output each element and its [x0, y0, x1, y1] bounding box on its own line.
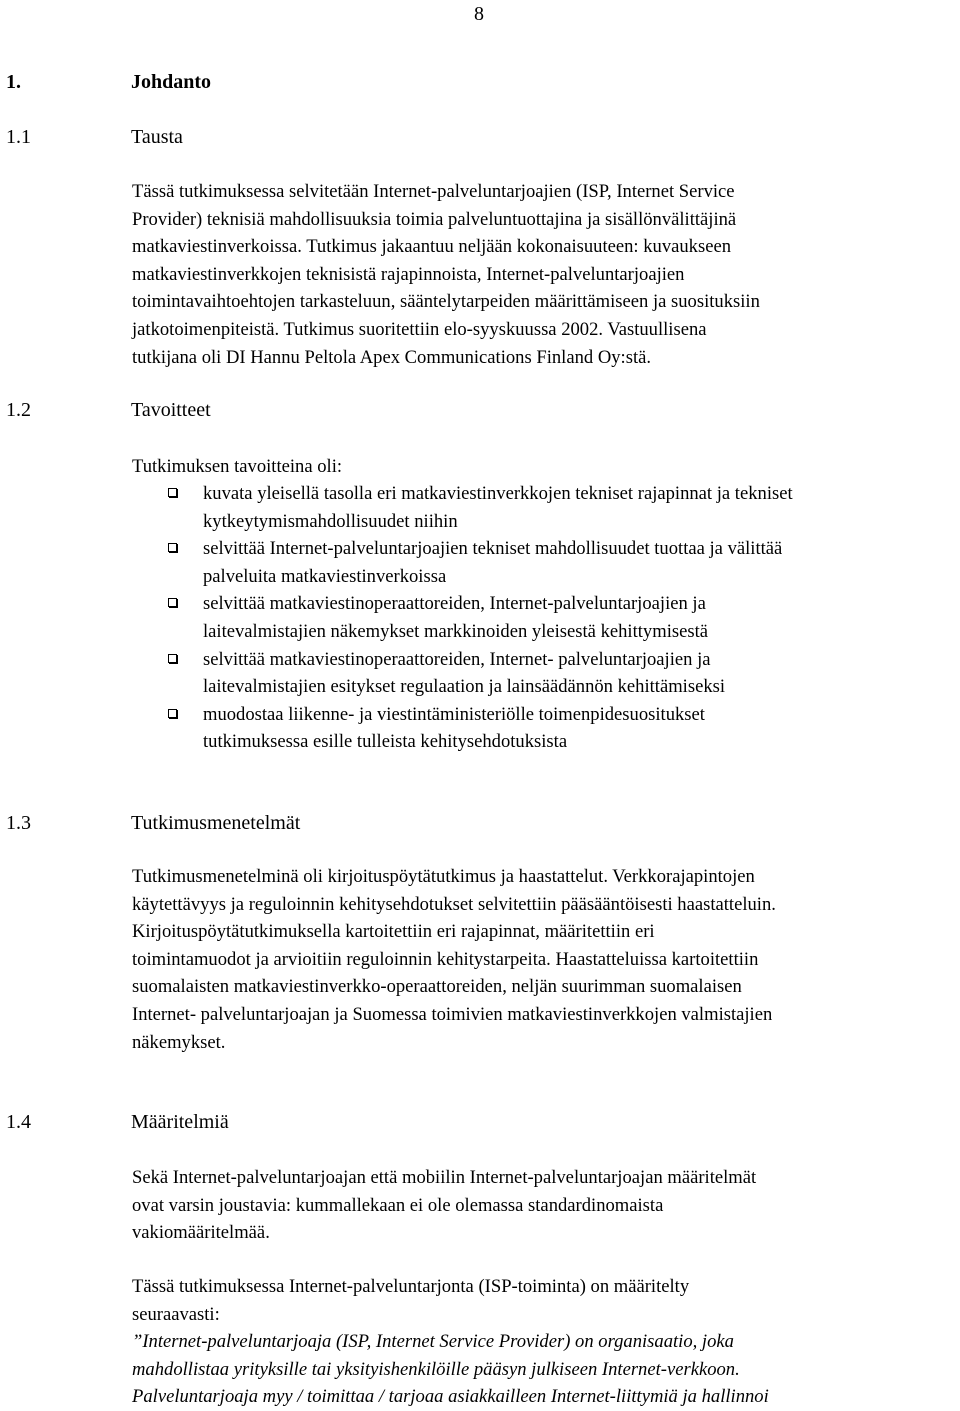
text-line: Palveluntarjoaja myy / toimittaa / tarjoaa asiakkailleen Internet-liittymiä ja hallinnoi	[132, 1386, 769, 1408]
text-line: Tässä tutkimuksessa Internet-palveluntarjonta (ISP-toiminta) on määritelty	[132, 1276, 690, 1297]
text-line: Sekä Internet-palveluntarjoajan että mobiilin Internet-palveluntarjoajan määritelmät	[132, 1167, 757, 1188]
tutkimusmenetelmat-paragraph	[132, 863, 958, 1056]
list-item	[132, 701, 958, 756]
checkbox-bullet-icon	[168, 654, 177, 663]
text-line: palveluita matkaviestinverkoissa	[203, 565, 447, 587]
list-item	[132, 480, 958, 535]
tavoitteet-intro	[132, 453, 958, 481]
text-line: ovat varsin joustavia: kummallekaan ei ole olemassa standardinomaista	[132, 1194, 664, 1216]
text-line: matkaviestinverkoissa. Tutkimus jakaantuu neljään kokonaisuuteen: kuvaukseen	[132, 236, 732, 258]
list-item	[132, 590, 958, 645]
definition-quote	[132, 1328, 958, 1411]
tausta-paragraph	[132, 178, 958, 371]
page-number: 8	[474, 3, 484, 25]
text-line: kytkeytymismahdollisuudet niihin	[203, 510, 458, 532]
section-number: 1.3	[6, 812, 31, 834]
text-line: muodostaa liikenne- ja viestintäministeriölle toimenpidesuositukset	[203, 703, 705, 725]
section-title: Tausta	[131, 126, 183, 148]
text-line: selvittää matkaviestinoperaattoreiden, Internet- palveluntarjoajien ja	[203, 648, 711, 670]
text-line: selvittää Internet-palveluntarjoajien tekniset mahdollisuudet tuottaa ja välittää	[203, 538, 783, 560]
text-line: toimintavaihtoehtojen tarkasteluun, sääntelytarpeiden määrittämiseen ja suosituksiin	[132, 291, 760, 313]
text-line: Kirjoituspöytätutkimuksella kartoitettiin eri rajapinnat, määritettiin eri	[132, 921, 655, 943]
text-line: Provider) teknisiä mahdollisuuksia toimia palveluntuottajina ja sisällönvälittäjinä	[132, 208, 737, 230]
text-line: suomalaisten matkaviestinverkko-operaattoreiden, neljän suurimman suomalaisen	[132, 976, 742, 998]
text-line: Tässä tutkimuksessa selvitetään Internet-palveluntarjoajien (ISP, Internet Service	[132, 181, 735, 202]
text-line: käytettävyys ja reguloinnin kehitysehdotukset selvitettiin pääsääntöisesti haastatteluin.	[132, 893, 776, 915]
section-number: 1.4	[6, 1111, 31, 1133]
text-line: jatkotoimenpiteistä. Tutkimus suoritettiin elo-syyskuussa 2002. Vastuullisena	[132, 318, 707, 340]
text-line: selvittää matkaviestinoperaattoreiden, Internet-palveluntarjoajien ja	[203, 593, 706, 615]
text-line: mahdollistaa yrityksille tai yksityishenkilöille pääsyn julkiseen Internet-verkkoon.	[132, 1358, 740, 1380]
text-line: Tutkimusmenetelminä oli kirjoituspöytätutkimus ja haastattelut. Verkkorajapintojen	[132, 866, 755, 887]
text-line: tutkimuksessa esille tulleista kehitysehdotuksista	[203, 731, 568, 753]
section-title: Tavoitteet	[131, 399, 211, 421]
checkbox-bullet-icon	[168, 543, 177, 552]
chapter-title: Johdanto	[131, 71, 212, 93]
text-line: ”Internet-palveluntarjoaja (ISP, Internet Service Provider) on organisaatio, joka	[132, 1331, 734, 1352]
list-item	[132, 646, 958, 701]
text-line: seuraavasti:	[132, 1303, 220, 1325]
goals-list	[132, 480, 958, 756]
section-heading-1-2	[6, 397, 211, 423]
section-title: Tutkimusmenetelmät	[131, 812, 301, 834]
text-line: Internet- palveluntarjoajan ja Suomessa toimivien matkaviestinverkkojen valmistajien	[132, 1003, 773, 1025]
section-heading-1-3	[6, 810, 300, 836]
text-line: laitevalmistajien esitykset regulaation ja lainsäädännön kehittämiseksi	[203, 676, 726, 698]
text-line: tutkijana oli DI Hannu Peltola Apex Communications Finland Oy:stä.	[132, 346, 652, 368]
text-line: näkemykset.	[132, 1031, 226, 1053]
text-line: toimintamuodot ja arvioitiin reguloinnin kehitystarpeita. Haastatteluissa kartoitettiin	[132, 948, 759, 970]
maaritelmia-paragraph-2	[132, 1273, 958, 1328]
text-line: laitevalmistajien näkemykset markkinoiden yleisestä kehittymisestä	[203, 620, 709, 642]
text-line: kuvata yleisellä tasolla eri matkaviestinverkkojen tekniset rajapinnat ja tekniset	[203, 483, 793, 504]
checkbox-bullet-icon	[168, 598, 177, 607]
text-line: matkaviestinverkkojen teknisistä rajapinnoista, Internet-palveluntarjoajien	[132, 263, 685, 285]
checkbox-bullet-icon	[168, 488, 177, 497]
section-number: 1.1	[6, 126, 31, 148]
chapter-number: 1.	[6, 71, 21, 93]
chapter-heading	[6, 69, 211, 95]
list-item	[132, 535, 958, 590]
text-line: vakiomääritelmää.	[132, 1222, 270, 1244]
section-heading-1-4	[6, 1109, 229, 1135]
checkbox-bullet-icon	[168, 709, 177, 718]
maaritelmia-paragraph-1	[132, 1164, 958, 1247]
text-line: Tutkimuksen tavoitteina oli:	[132, 456, 343, 477]
section-number: 1.2	[6, 399, 31, 421]
section-title: Määritelmiä	[131, 1111, 229, 1133]
section-heading-1-1	[6, 124, 183, 150]
